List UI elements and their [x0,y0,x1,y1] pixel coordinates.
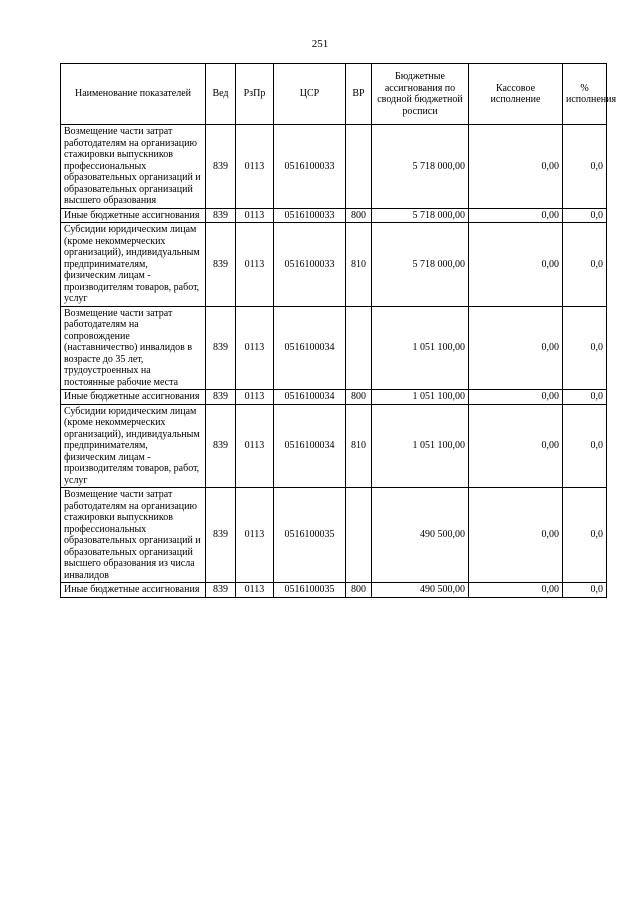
cell-name: Возмещение части затрат работодателям на организацию стажировки выпускников профессиональных образовательных организаций и образовательных организаций высшего образования [61,125,206,209]
table-row [61,223,607,307]
header-name: Наименование показателей [61,64,206,125]
cell-percent: 0,0 [563,306,607,390]
cell-assignments: 5 718 000,00 [372,125,469,209]
cell-name: Возмещение части затрат работодателям на сопровождение (наставничество) инвалидов в возрасте до 35 лет, трудоустроенных на постоянные рабочие места [61,306,206,390]
header-rzpr: РзПр [236,64,274,125]
cell-assignments: 1 051 100,00 [372,306,469,390]
header-ved: Вед [206,64,236,125]
cell-vr: 800 [346,583,372,598]
cell-percent: 0,0 [563,125,607,209]
cell-cash: 0,00 [469,208,563,223]
cell-vr [346,125,372,209]
cell-cash: 0,00 [469,583,563,598]
cell-ved: 839 [206,223,236,307]
cell-vr [346,488,372,583]
cell-assignments: 1 051 100,00 [372,404,469,488]
cell-assignments: 5 718 000,00 [372,223,469,307]
cell-vr [346,306,372,390]
cell-assignments: 5 718 000,00 [372,208,469,223]
cell-percent: 0,0 [563,583,607,598]
cell-cash: 0,00 [469,306,563,390]
cell-ved: 839 [206,583,236,598]
cell-rzpr: 0113 [236,125,274,209]
cell-vr: 800 [346,208,372,223]
cell-ved: 839 [206,488,236,583]
budget-table [60,63,617,598]
header-percent: % исполнения [563,64,607,125]
cell-csr: 0516100033 [274,208,346,223]
cell-csr: 0516100034 [274,306,346,390]
cell-csr: 0516100034 [274,390,346,405]
cell-rzpr: 0113 [236,583,274,598]
table-row [61,488,607,583]
table-row [61,125,607,209]
cell-ved: 839 [206,208,236,223]
cell-vr: 810 [346,223,372,307]
cell-csr: 0516100035 [274,583,346,598]
cell-cash: 0,00 [469,488,563,583]
table-row [61,390,607,405]
cell-rzpr: 0113 [236,404,274,488]
cell-assignments: 490 500,00 [372,583,469,598]
cell-name: Иные бюджетные ассигнования [61,583,206,598]
table-row [61,583,607,598]
table-row [61,306,607,390]
header-vr: ВР [346,64,372,125]
cell-ved: 839 [206,306,236,390]
cell-assignments: 1 051 100,00 [372,390,469,405]
cell-percent: 0,0 [563,488,607,583]
cell-rzpr: 0113 [236,488,274,583]
header-cash: Кассовое исполнение [469,64,563,125]
cell-csr: 0516100034 [274,404,346,488]
header-assignments: Бюджетные ассигнования по сводной бюджетной росписи [372,64,469,125]
cell-vr: 800 [346,390,372,405]
cell-ved: 839 [206,404,236,488]
cell-cash: 0,00 [469,223,563,307]
header-row [61,64,607,125]
cell-rzpr: 0113 [236,390,274,405]
table-row [61,208,607,223]
cell-cash: 0,00 [469,404,563,488]
cell-name: Иные бюджетные ассигнования [61,208,206,223]
cell-assignments: 490 500,00 [372,488,469,583]
cell-name: Возмещение части затрат работодателям на организацию стажировки выпускников профессиональных образовательных организаций и образовательных организаций высшего образования из числа инвалидов [61,488,206,583]
cell-name: Субсидии юридическим лицам (кроме некоммерческих организаций), индивидуальным предпринимателям, физическим лицам - производителям товаров, работ, услуг [61,223,206,307]
cell-rzpr: 0113 [236,306,274,390]
cell-csr: 0516100033 [274,223,346,307]
cell-csr: 0516100033 [274,125,346,209]
cell-ved: 839 [206,125,236,209]
cell-csr: 0516100035 [274,488,346,583]
cell-name: Субсидии юридическим лицам (кроме некоммерческих организаций), индивидуальным предпринимателям, физическим лицам - производителям товаров, работ, услуг [61,404,206,488]
cell-rzpr: 0113 [236,208,274,223]
cell-rzpr: 0113 [236,223,274,307]
cell-vr: 810 [346,404,372,488]
cell-percent: 0,0 [563,208,607,223]
cell-ved: 839 [206,390,236,405]
cell-percent: 0,0 [563,404,607,488]
cell-percent: 0,0 [563,390,607,405]
cell-name: Иные бюджетные ассигнования [61,390,206,405]
table-row [61,404,607,488]
cell-percent: 0,0 [563,223,607,307]
page-number: 251 [311,38,329,50]
cell-cash: 0,00 [469,390,563,405]
header-csr: ЦСР [274,64,346,125]
cell-cash: 0,00 [469,125,563,209]
